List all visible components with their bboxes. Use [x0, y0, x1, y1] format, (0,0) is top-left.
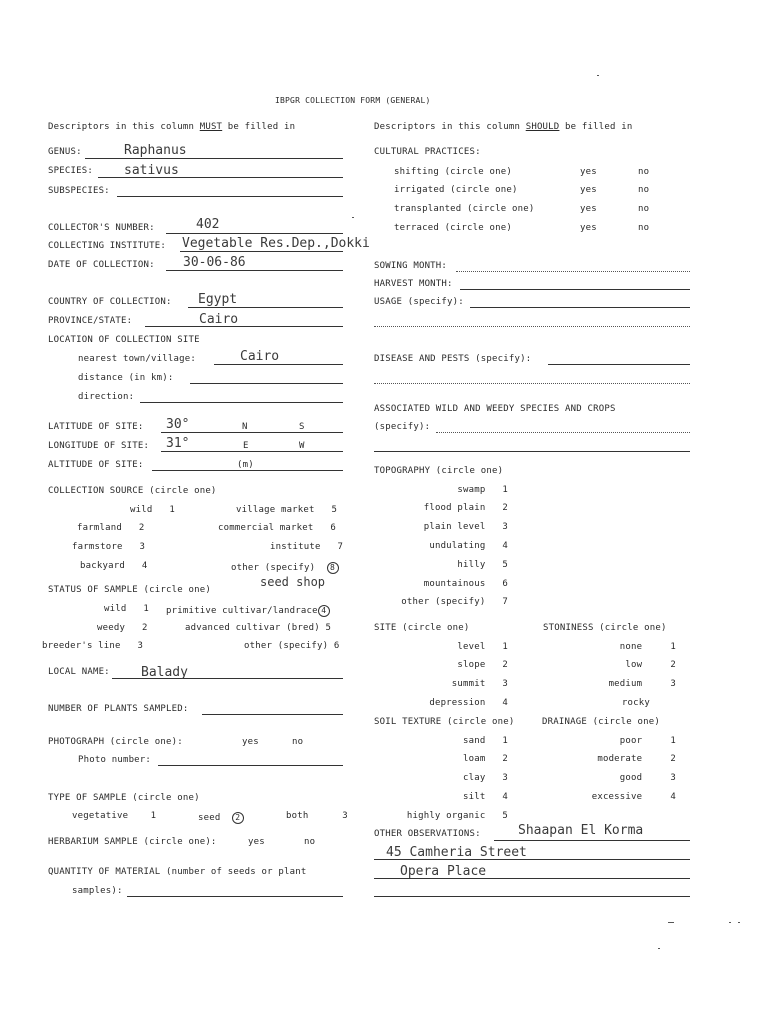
collecting-institute-label: COLLECTING INSTITUTE:	[48, 241, 166, 251]
other-observations-line-2[interactable]: 45 Camheria Street	[386, 845, 527, 860]
cultural-yes[interactable]: yes	[580, 167, 597, 177]
associated-label-2: (specify):	[374, 422, 431, 432]
photograph-label: PHOTOGRAPH (circle one):	[48, 737, 183, 747]
scan-speck	[352, 217, 354, 218]
drainage-option[interactable]: poor 1	[619, 736, 676, 746]
harvest-month-field[interactable]	[460, 289, 690, 290]
longitude-w[interactable]: W	[299, 441, 305, 451]
herbarium-no[interactable]: no	[304, 837, 316, 847]
soil-option[interactable]: silt 4	[463, 792, 508, 802]
altitude-unit: (m)	[237, 460, 254, 470]
species-field[interactable]: sativus	[124, 163, 179, 178]
stoniness-option[interactable]: low 2	[625, 660, 676, 670]
source-specify-field[interactable]: seed shop	[260, 575, 326, 589]
status-option[interactable]: weedy 2	[97, 623, 148, 633]
nearest-town-label: nearest town/village:	[78, 354, 196, 364]
direction-label: direction:	[78, 392, 135, 402]
status-option[interactable]: breeder's line 3	[42, 641, 144, 651]
photograph-no[interactable]: no	[292, 737, 304, 747]
cultural-no[interactable]: no	[638, 167, 650, 177]
associated-label: ASSOCIATED WILD AND WEEDY SPECIES AND CROPS	[374, 404, 616, 414]
topography-option[interactable]: mountainous 6	[423, 579, 508, 589]
scan-speck	[597, 75, 599, 76]
source-option[interactable]: institute 7	[270, 542, 344, 552]
source-option[interactable]: commercial market 6	[218, 523, 336, 533]
herbarium-yes[interactable]: yes	[248, 837, 265, 847]
stoniness-option[interactable]: none 1	[619, 642, 676, 652]
topography-option[interactable]: hilly 5	[457, 560, 508, 570]
scan-speck	[658, 948, 660, 949]
type-option[interactable]: vegetative 1	[72, 811, 157, 821]
cultural-row-label: transplanted (circle one)	[394, 204, 535, 214]
country-field[interactable]: Egypt	[198, 292, 238, 307]
photo-number-field[interactable]	[158, 765, 343, 766]
quantity-label-2: samples):	[72, 886, 123, 896]
topography-option[interactable]: undulating 4	[429, 541, 508, 551]
photograph-yes[interactable]: yes	[242, 737, 259, 747]
right-column-header: Descriptors in this column SHOULD be filled in	[374, 122, 633, 132]
scan-speck	[738, 922, 740, 923]
site-option[interactable]: slope 2	[457, 660, 508, 670]
status-option[interactable]: other (specify) 6	[244, 641, 340, 651]
drainage-option[interactable]: good 3	[619, 773, 676, 783]
collecting-institute-field[interactable]: Vegetable Res.Dep.,Dokki	[182, 236, 370, 251]
direction-field[interactable]	[140, 402, 343, 403]
drainage-label: DRAINAGE (circle one)	[542, 717, 660, 727]
species-label: SPECIES:	[48, 166, 93, 176]
country-label: COUNTRY OF COLLECTION:	[48, 297, 172, 307]
quantity-label: QUANTITY OF MATERIAL (number of seeds or plant	[48, 867, 307, 877]
drainage-option[interactable]: moderate 2	[597, 754, 676, 764]
altitude-label: ALTITUDE OF SITE:	[48, 460, 144, 470]
latitude-field[interactable]: 30°	[166, 417, 190, 432]
topography-option[interactable]: other (specify) 7	[401, 597, 508, 607]
status-sample-label: STATUS OF SAMPLE (circle one)	[48, 585, 211, 595]
source-option[interactable]: farmland 2	[77, 523, 145, 533]
type-sample-label: TYPE OF SAMPLE (circle one)	[48, 793, 200, 803]
site-option[interactable]: level 1	[457, 642, 508, 652]
other-observations-line-1[interactable]: Shaapan El Korma	[518, 823, 644, 838]
quantity-field[interactable]	[127, 896, 343, 897]
topography-option[interactable]: flood plain 2	[423, 503, 508, 513]
status-option[interactable]: wild 1	[104, 604, 149, 614]
status-option[interactable]: advanced cultivar (bred) 5	[185, 623, 332, 633]
plants-sampled-label: NUMBER OF PLANTS SAMPLED:	[48, 704, 189, 714]
longitude-e[interactable]: E	[243, 441, 249, 451]
cultural-yes[interactable]: yes	[580, 204, 597, 214]
subspecies-field[interactable]	[117, 196, 343, 197]
associated-field[interactable]	[436, 432, 690, 433]
photo-number-label: Photo number:	[78, 755, 152, 765]
local-name-label: LOCAL NAME:	[48, 667, 110, 677]
distance-label: distance (in km):	[78, 373, 174, 383]
source-option[interactable]: backyard 4	[80, 561, 148, 571]
soil-option[interactable]: loam 2	[463, 754, 508, 764]
left-column-header: Descriptors in this column MUST be filled in	[48, 122, 296, 132]
soil-option[interactable]: highly organic 5	[406, 811, 508, 821]
usage-label: USAGE (specify):	[374, 297, 464, 307]
location-site-label: LOCATION OF COLLECTION SITE	[48, 335, 200, 345]
latitude-n[interactable]: N	[242, 422, 248, 432]
date-collection-field[interactable]: 30-06-86	[183, 255, 246, 270]
longitude-label: LONGITUDE OF SITE:	[48, 441, 150, 451]
selected-circle: 8	[327, 562, 339, 574]
topography-label: TOPOGRAPHY (circle one)	[374, 466, 504, 476]
soil-option[interactable]: sand 1	[463, 736, 508, 746]
province-label: PROVINCE/STATE:	[48, 316, 133, 326]
cultural-practices-label: CULTURAL PRACTICES:	[374, 147, 481, 157]
type-option-selected[interactable]: seed 2	[198, 812, 244, 824]
harvest-month-label: HARVEST MONTH:	[374, 279, 453, 289]
site-option[interactable]: summit 3	[451, 679, 508, 689]
cultural-yes[interactable]: yes	[580, 223, 597, 233]
local-name-field[interactable]: Balady	[141, 665, 188, 680]
soil-option[interactable]: clay 3	[463, 773, 508, 783]
disease-label: DISEASE AND PESTS (specify):	[374, 354, 532, 364]
plants-sampled-field[interactable]	[202, 714, 343, 715]
collection-source-label: COLLECTION SOURCE (circle one)	[48, 486, 217, 496]
source-option[interactable]: village market 5	[236, 505, 338, 515]
soil-texture-label: SOIL TEXTURE (circle one)	[374, 717, 515, 727]
herbarium-label: HERBARIUM SAMPLE (circle one):	[48, 837, 217, 847]
date-collection-label: DATE OF COLLECTION:	[48, 260, 155, 270]
genus-label: GENUS:	[48, 147, 82, 157]
latitude-label: LATITUDE OF SITE:	[48, 422, 144, 432]
stoniness-option[interactable]: medium 3	[608, 679, 676, 689]
cultural-row-label: shifting (circle one)	[394, 167, 512, 177]
cultural-yes[interactable]: yes	[580, 185, 597, 195]
site-label: SITE (circle one)	[374, 623, 470, 633]
cultural-row-label: irrigated (circle one)	[394, 185, 518, 195]
type-option[interactable]: both 3	[286, 811, 348, 821]
stoniness-option[interactable]: rocky	[621, 698, 650, 708]
usage-field[interactable]	[470, 307, 690, 308]
genus-field[interactable]: Raphanus	[124, 143, 187, 158]
sowing-month-label: SOWING MONTH:	[374, 261, 448, 271]
nearest-town-field[interactable]: Cairo	[240, 349, 280, 364]
stoniness-label: STONINESS (circle one)	[543, 623, 667, 633]
other-observations-line-3[interactable]: Opera Place	[400, 864, 487, 879]
cultural-no[interactable]: no	[638, 185, 650, 195]
subspecies-label: SUBSPECIES:	[48, 186, 110, 196]
source-option[interactable]: farmstore 3	[72, 542, 146, 552]
selected-circle: 4	[318, 605, 330, 617]
selected-circle: 2	[232, 812, 244, 824]
disease-field[interactable]	[548, 364, 690, 365]
status-option-selected[interactable]: primitive cultivar/landrace 4	[166, 605, 330, 617]
cultural-no[interactable]: no	[638, 204, 650, 214]
collector-number-field[interactable]: 402	[196, 217, 220, 232]
province-field[interactable]: Cairo	[199, 312, 239, 327]
altitude-field[interactable]	[152, 470, 343, 471]
cultural-no[interactable]: no	[638, 223, 650, 233]
scan-speck	[668, 922, 674, 923]
source-option[interactable]: wild 1	[130, 505, 175, 515]
distance-field[interactable]	[190, 383, 343, 384]
drainage-option[interactable]: excessive 4	[591, 792, 676, 802]
source-option-selected[interactable]: other (specify) 8	[231, 562, 339, 574]
sowing-month-field[interactable]	[456, 271, 690, 272]
other-observations-label: OTHER OBSERVATIONS:	[374, 829, 481, 839]
site-option[interactable]: depression 4	[429, 698, 508, 708]
collector-number-label: COLLECTOR'S NUMBER:	[48, 223, 155, 233]
topography-option[interactable]: swamp 1	[457, 485, 508, 495]
latitude-s[interactable]: S	[299, 422, 305, 432]
form-title: IBPGR COLLECTION FORM (GENERAL)	[275, 96, 431, 105]
longitude-field[interactable]: 31°	[166, 436, 190, 451]
topography-option[interactable]: plain level 3	[423, 522, 508, 532]
scan-speck	[729, 922, 731, 923]
cultural-row-label: terraced (circle one)	[394, 223, 512, 233]
